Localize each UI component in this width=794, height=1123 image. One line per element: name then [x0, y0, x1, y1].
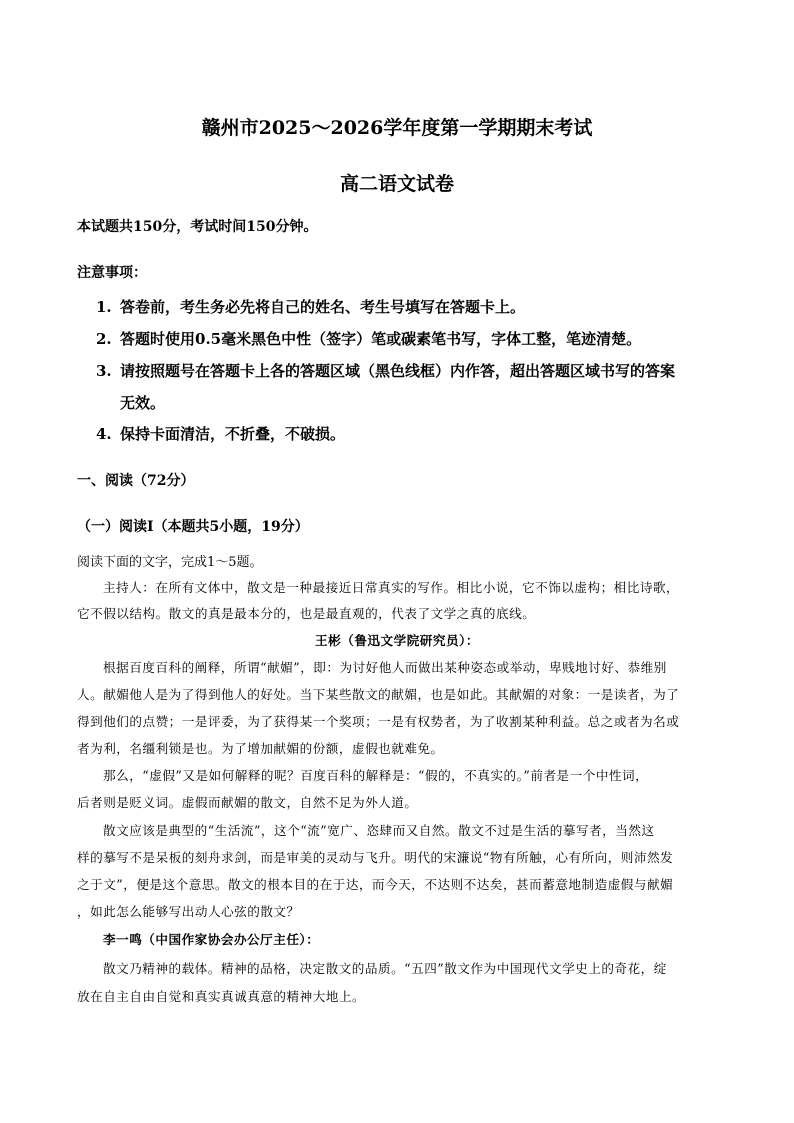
passage-line: 样的摹写不是呆板的刻舟求剑，而是审美的灵动与飞升。明代的宋濂说“物有所触，心有所向，则沛然发 — [77, 850, 674, 865]
passage-line: 者为利，名缰利锁是也。为了增加献媚的份额，虚假也就难免。 — [77, 741, 444, 756]
note-item — [96, 361, 675, 381]
note-item — [96, 297, 525, 317]
passage-line: 后者则是贬义词。虚假而献媚的散文，自然不足为外人道。 — [77, 795, 418, 810]
note-text: 答题时使用0.5毫米黑色中性（签字）笔或碳素笔书写，字体工整，笔迹清楚。 — [120, 330, 642, 348]
subsection-heading: （一）阅读Ⅰ（本题共5小题，19分） — [77, 519, 309, 535]
passage-line: 那么，“虚假”又是如何解释的呢？百度百科的解释是：“假的，不真实的。”前者是一个中性词， — [103, 768, 649, 783]
exam-subtitle: 高二语文试卷 — [339, 173, 454, 195]
passage-line: 散文乃精神的载体。精神的品格，决定散文的品质。“五四”散文作为中国现代文学史上的奇花，绽 — [103, 961, 667, 976]
section-heading: 一、阅读（72分） — [77, 473, 195, 489]
note-text: 请按照题号在答题卡上各的答题区域（黑色线框）内作答，超出答题区域书写的答案 — [120, 362, 676, 380]
notes-title: 注意事项： — [77, 265, 147, 281]
exam-info: 本试题共150分，考试时间150分钟。 — [77, 219, 318, 235]
note-item — [96, 424, 345, 444]
passage-line: 之于文”，便是这个意思。散文的根本目的在于达，而今天，不达则不达矣，甚而蓄意地制造虚假与献媚 — [77, 877, 674, 892]
passage-line: 得到他们的点赞；一是评委，为了获得某一个奖项；一是有权势者，为了收割某种利益。总之或者为名或 — [77, 714, 680, 729]
note-number: 4. — [96, 425, 112, 443]
passage-line: 根据百度百科的阐释，所谓“献媚”，即：为讨好他人而做出某种姿态或举动，卑贱地讨好、恭维别 — [103, 660, 667, 675]
speaker-heading: 李一鸣（中国作家协会办公厅主任）： — [103, 932, 320, 947]
note-text-continued: 无效。 — [120, 394, 166, 412]
exam-title: 赣州市2025～2026学年度第一学期期末考试 — [201, 117, 593, 139]
speaker-heading: 王彬（鲁迅文学院研究员）： — [315, 633, 479, 648]
reading-instruction: 阅读下面的文字，完成1～5题。 — [77, 555, 263, 570]
passage-line: 人。献媚他人是为了得到他人的好处。当下某些散文的献媚，也是如此。其献媚的对象：一是读者，为了 — [77, 687, 680, 702]
note-number: 2. — [96, 330, 112, 348]
passage-line: ，如此怎么能够写出动人心弦的散文？ — [77, 904, 300, 919]
passage-line: 散文应该是典型的“生活流”，这个“流”宽广、恣肆而又自然。散文不过是生活的摹写者，当然这 — [103, 823, 655, 838]
note-number: 1. — [96, 298, 112, 316]
passage-line: 它不假以结构。散文的真是最本分的，也是最直观的，代表了文学之真的底线。 — [77, 606, 536, 621]
note-item — [96, 329, 641, 349]
passage-line: 主持人：在所有文体中，散文是一种最接近日常真实的写作。相比小说，它不饰以虚构；相比诗歌， — [103, 580, 680, 595]
passage-line: 放在自主自由自觉和真实真诚真意的精神大地上。 — [77, 989, 366, 1004]
note-text: 答卷前，考生务必先将自己的姓名、考生号填写在答题卡上。 — [120, 298, 526, 316]
note-number: 3. — [96, 362, 112, 380]
note-text: 保持卡面清洁，不折叠，不破损。 — [120, 425, 346, 443]
